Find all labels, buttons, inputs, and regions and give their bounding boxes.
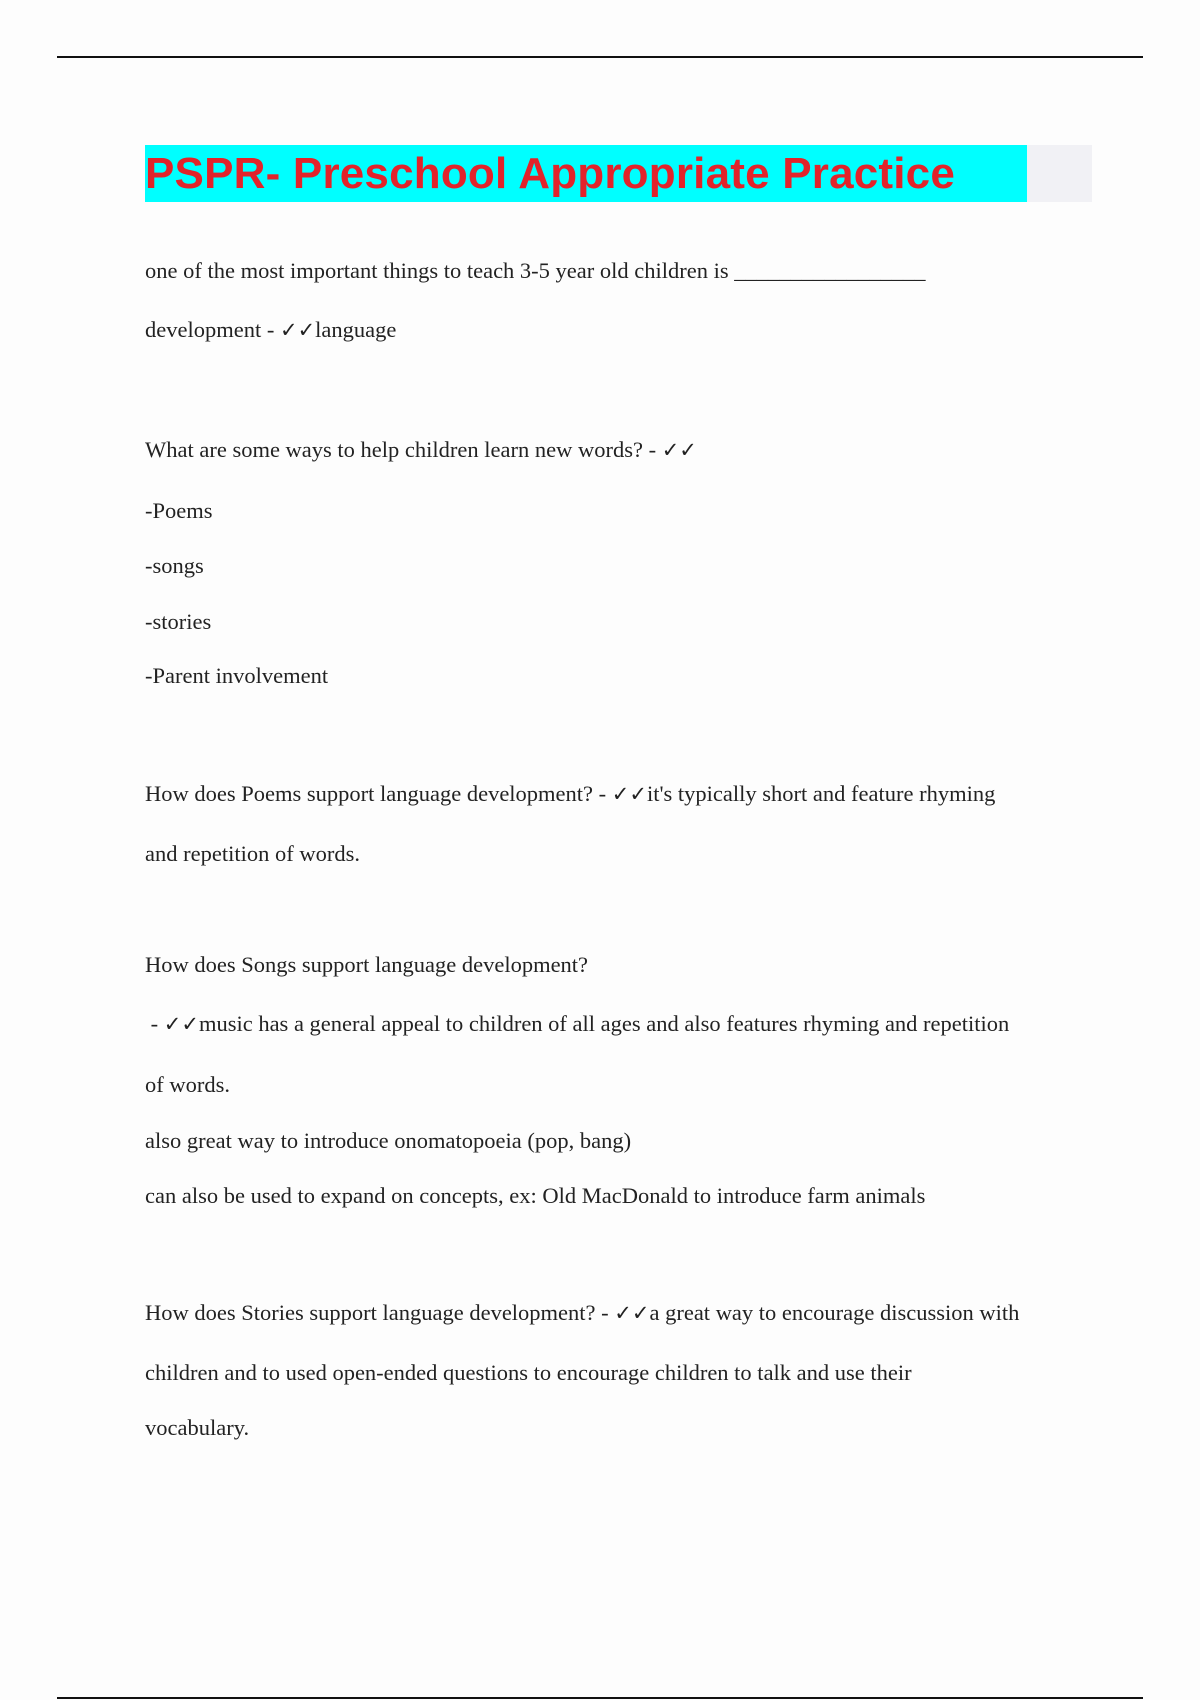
check-icon: ✓✓ bbox=[614, 1301, 650, 1325]
top-rule bbox=[57, 56, 1143, 58]
check-icon: ✓✓ bbox=[279, 318, 316, 342]
q5-answer-text: a great way to encourage discussion with bbox=[649, 1300, 1020, 1325]
title-banner bbox=[145, 145, 1092, 202]
check-icon: ✓✓ bbox=[163, 1012, 199, 1036]
q2-answer-item: -Poems bbox=[145, 498, 213, 523]
q3-answer-text: it's typically short and feature rhyming bbox=[646, 781, 996, 806]
q4-answer-line: also great way to introduce onomatopoeia (pop, bang) bbox=[145, 1128, 632, 1153]
check-icon: ✓✓ bbox=[611, 782, 647, 806]
q5-answer-continued: vocabulary. bbox=[145, 1415, 250, 1440]
q4-answer-prefix: - bbox=[145, 1011, 164, 1036]
q4-answer-text: music has a general appeal to children of all ages and also features rhyming and repetition bbox=[198, 1011, 1010, 1036]
q3-answer-continued: and repetition of words. bbox=[145, 841, 360, 866]
q5-question-text: How does Stories support language development? - bbox=[145, 1300, 615, 1325]
q4-question: How does Songs support language development? bbox=[145, 952, 589, 977]
q1-answer bbox=[145, 316, 396, 344]
q2-answer-item: -stories bbox=[145, 609, 212, 634]
q4-answer-line: can also be used to expand on concepts, ex: Old MacDonald to introduce farm animals bbox=[145, 1183, 926, 1208]
q2-answer-item: -songs bbox=[145, 553, 204, 578]
q4-answer bbox=[145, 1010, 1009, 1038]
q3-question-text: How does Poems support language development? - bbox=[145, 781, 612, 806]
bottom-rule bbox=[57, 1697, 1143, 1699]
q1-answer-prefix: development - bbox=[145, 317, 280, 342]
q3-question bbox=[145, 780, 995, 808]
check-icon: ✓✓ bbox=[661, 438, 697, 462]
q1-answer-text: language bbox=[315, 317, 397, 342]
q2-question bbox=[145, 436, 697, 464]
q5-question bbox=[145, 1299, 1019, 1327]
page-title: PSPR- Preschool Appropriate Practice bbox=[145, 145, 1027, 202]
q1-question: one of the most important things to teach 3-5 year old children is _________________ bbox=[145, 258, 926, 283]
q2-answer-item: -Parent involvement bbox=[145, 663, 329, 688]
q5-answer-continued: children and to used open-ended questions to encourage children to talk and use their bbox=[145, 1360, 912, 1385]
q2-question-text: What are some ways to help children learn new words? - bbox=[145, 437, 662, 462]
q4-answer-continued: of words. bbox=[145, 1072, 230, 1097]
